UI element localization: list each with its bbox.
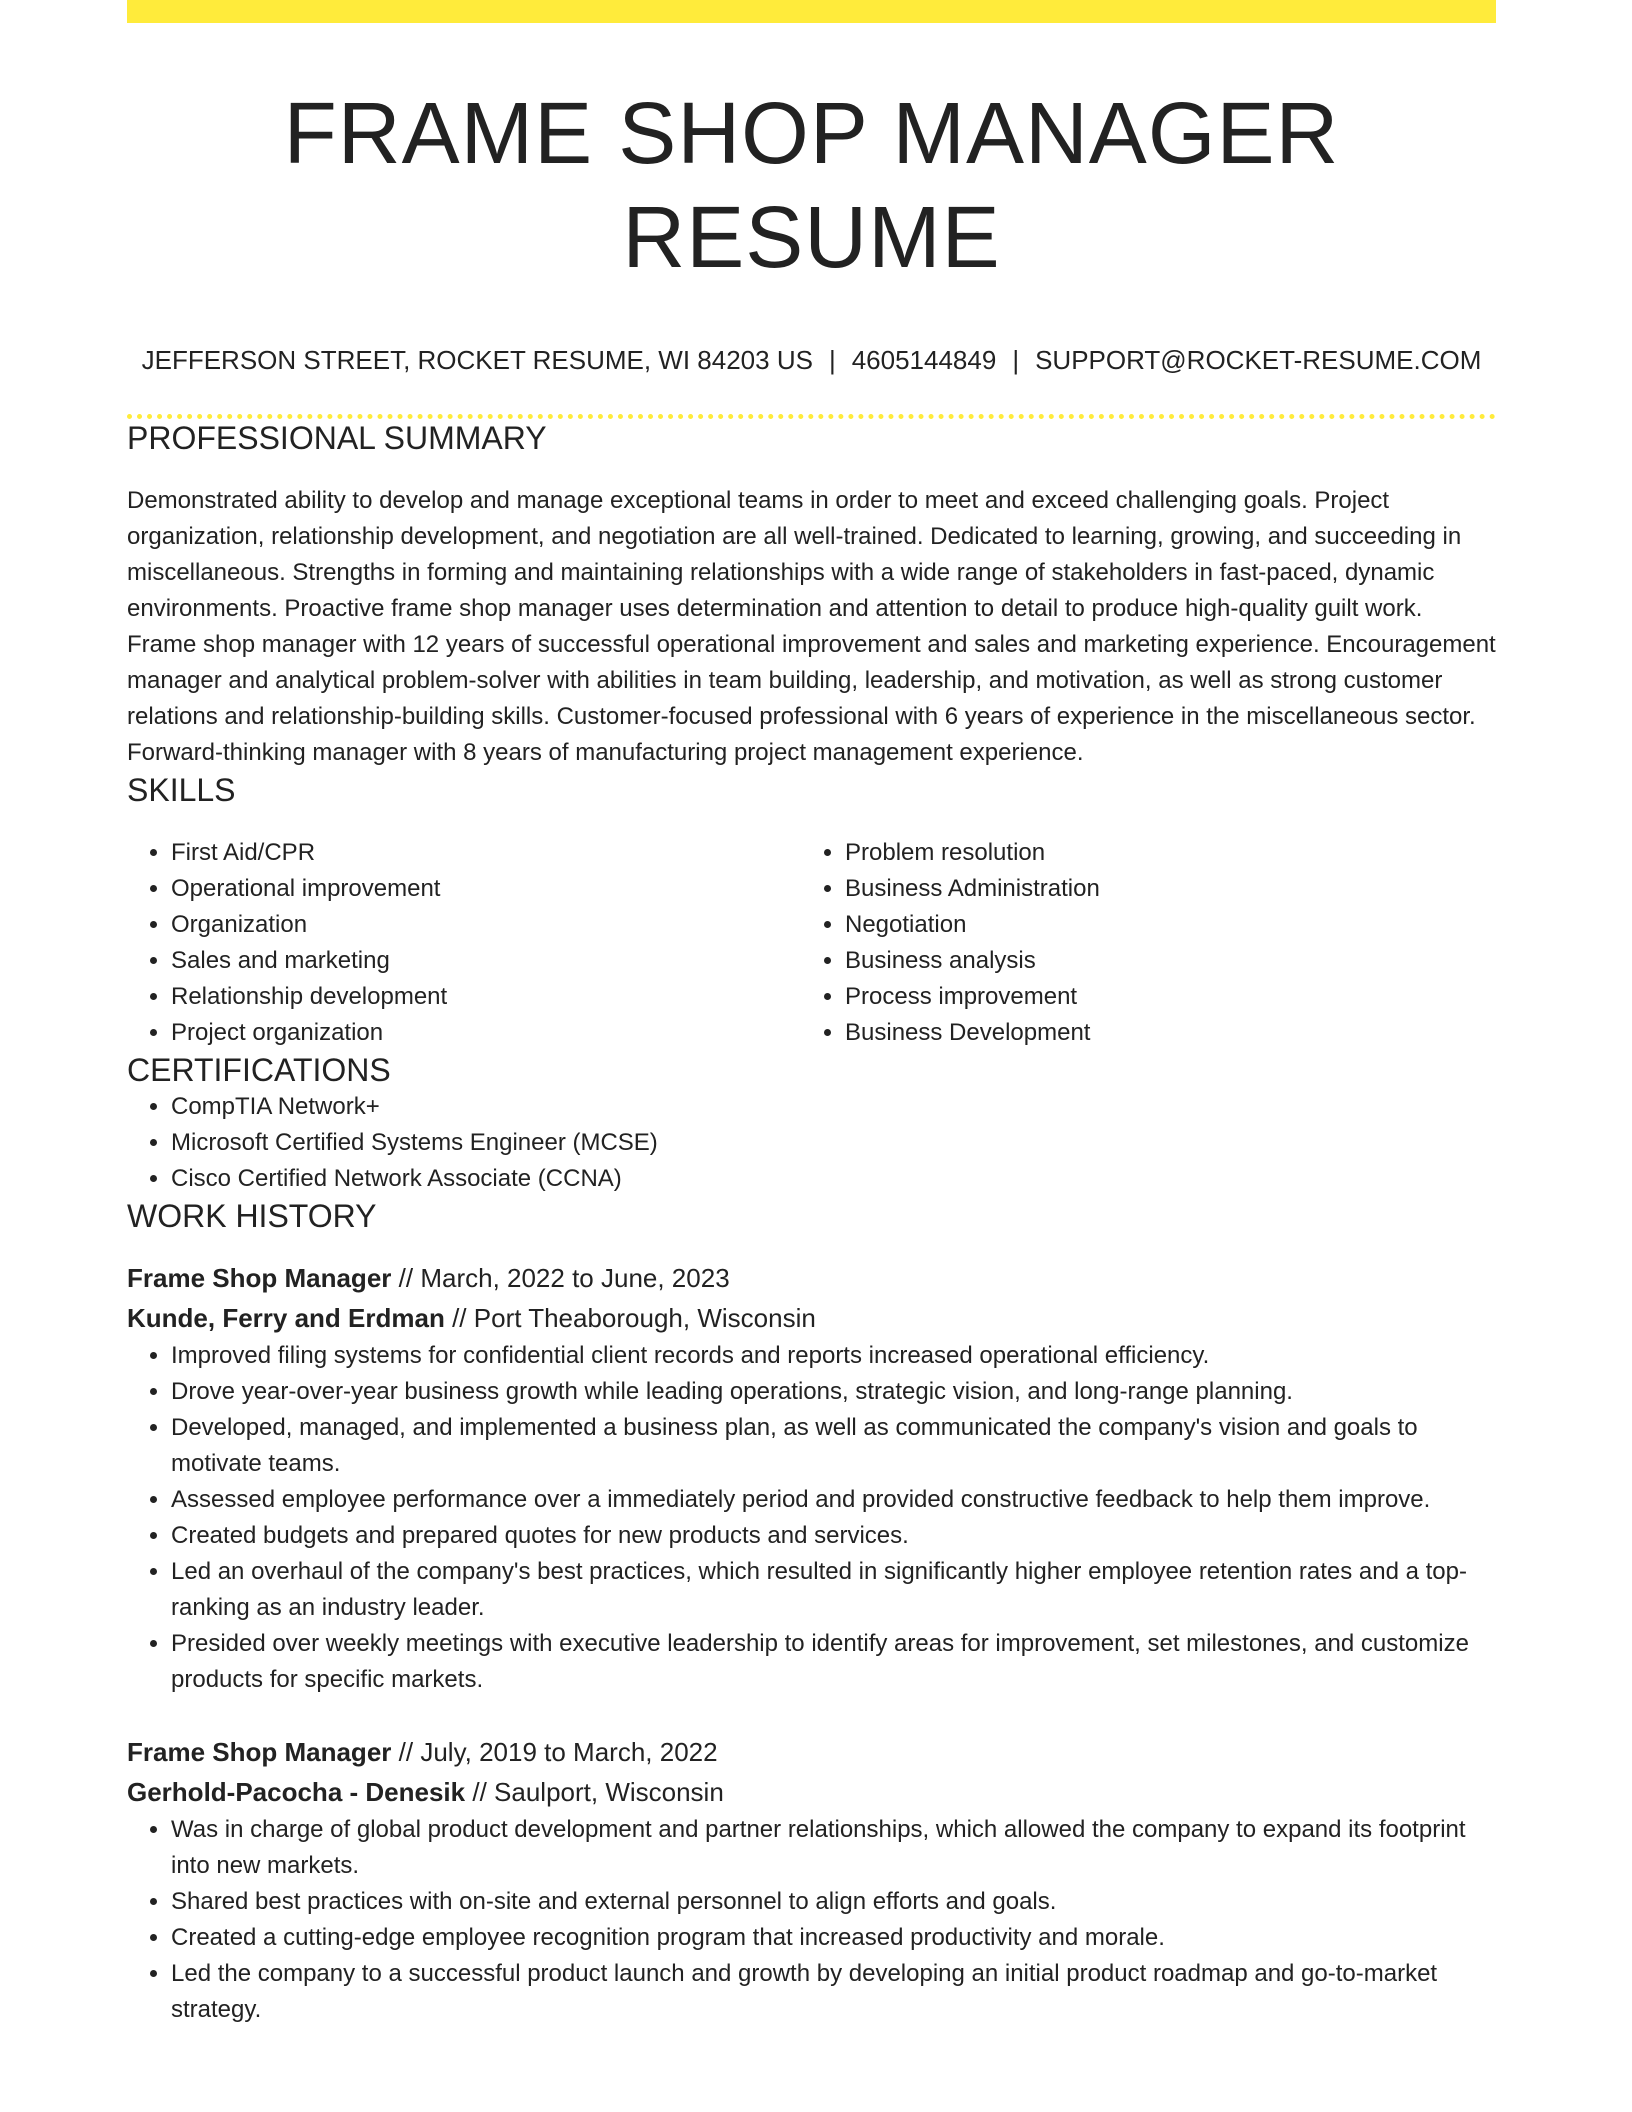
skills-heading: SKILLS — [127, 772, 236, 809]
job-entry — [127, 1732, 1496, 2028]
skills-left-column — [127, 835, 801, 1051]
job-dates: March, 2022 to June, 2023 — [420, 1262, 730, 1293]
skill-item: • Organization — [171, 907, 801, 943]
job-separator: // — [398, 1262, 414, 1293]
job-bullet: • Improved filing systems for confidential client records and reports increased operational efficiency. — [171, 1338, 1496, 1374]
job-bullets — [127, 1338, 1496, 1698]
contact-email: SUPPORT@ROCKET-RESUME.COM — [1035, 344, 1482, 375]
job-company: Kunde, Ferry and Erdman — [127, 1302, 445, 1333]
job-bullet: • Was in charge of global product development and partner relationships, which allowed the company to expand its footprint into new markets. — [171, 1812, 1496, 1884]
skill-item: • Operational improvement — [171, 871, 801, 907]
job-company: Gerhold-Pacocha - Denesik — [127, 1776, 466, 1807]
job-title-line — [127, 1732, 1496, 1772]
resume-content — [127, 0, 1496, 2028]
job-bullet: • Led an overhaul of the company's best practices, which resulted in significantly higher employee retention rates and a top-ranking as an industry leader. — [171, 1554, 1496, 1626]
skills-columns — [127, 835, 1496, 1051]
job-company-line — [127, 1772, 1496, 1812]
job-bullet: • Created budgets and prepared quotes for new products and services. — [171, 1518, 1496, 1554]
skills-right-column — [801, 835, 1475, 1051]
job-dates: July, 2019 to March, 2022 — [420, 1736, 718, 1767]
skill-item: • Problem resolution — [845, 835, 1475, 871]
skill-item: • Business Administration — [845, 871, 1475, 907]
skill-item: • Business Development — [845, 1015, 1475, 1051]
job-company-line — [127, 1298, 1496, 1338]
skills-left-list — [127, 835, 801, 1051]
job-bullet: • Drove year-over-year business growth while leading operations, strategic vision, and long-range planning. — [171, 1374, 1496, 1410]
job-bullet: • Assessed employee performance over a immediately period and provided constructive feedback to help them improve. — [171, 1482, 1496, 1518]
certifications-heading: CERTIFICATIONS — [127, 1051, 391, 1088]
job-title-line — [127, 1258, 1496, 1298]
contact-address: JEFFERSON STREET, ROCKET RESUME, WI 84203 US — [141, 344, 813, 375]
job-location: Saulport, Wisconsin — [494, 1776, 724, 1807]
certifications-list — [127, 1089, 1496, 1197]
skill-item: • Project organization — [171, 1015, 801, 1051]
job-entry — [127, 1258, 1496, 1698]
summary-heading: PROFESSIONAL SUMMARY — [127, 419, 547, 456]
job-title: Frame Shop Manager — [127, 1262, 392, 1293]
contact-separator: | — [828, 344, 836, 375]
skill-item: • First Aid/CPR — [171, 835, 801, 871]
job-title: Frame Shop Manager — [127, 1736, 392, 1767]
resume-title: FRAME SHOP MANAGER RESUME — [283, 85, 1340, 287]
job-bullet: • Created a cutting-edge employee recognition program that increased productivity and morale. — [171, 1920, 1496, 1956]
job-bullet: • Developed, managed, and implemented a business plan, as well as communicated the company's vision and goals to motivate teams. — [171, 1410, 1496, 1482]
job-bullet: • Shared best practices with on-site and external personnel to align efforts and goals. — [171, 1884, 1496, 1920]
skills-right-list — [801, 835, 1475, 1051]
job-bullets — [127, 1812, 1496, 2028]
skill-item: • Relationship development — [171, 979, 801, 1015]
job-separator: // — [472, 1776, 487, 1807]
job-bullet: • Presided over weekly meetings with executive leadership to identify areas for improvement, set milestones, and customize products for specific markets. — [171, 1626, 1496, 1698]
certification-item: • Cisco Certified Network Associate (CCNA) — [171, 1161, 1496, 1197]
contact-line — [127, 345, 1496, 376]
certification-item: • Microsoft Certified Systems Engineer (MCSE) — [171, 1125, 1496, 1161]
job-bullet: • Led the company to a successful product launch and growth by developing an initial product roadmap and go-to-market strategy. — [171, 1956, 1496, 2028]
summary-text: Demonstrated ability to develop and manage exceptional teams in order to meet and exceed challenging goals. Project organization, relationship development, and negotiation are all well-trained. Dedicated to learning, growing, and succeeding in miscellaneous. Strengths in forming and maintaining relationships with a wide range of stakeholders in fast-paced, dynamic environments. Proactive frame shop manager uses determination and attention to detail to produce high-quality guilt work. Frame shop manager with 12 years of successful operational improvement and sales and marketing experience. Encouragement manager and analytical problem-solver with abilities in team building, leadership, and motivation, as well as strong customer relations and relationship-building skills. Customer-focused professional with 6 years of experience in the miscellaneous sector. Forward-thinking manager with 8 years of manufacturing project management experience. — [127, 487, 1496, 767]
skill-item: • Negotiation — [845, 907, 1475, 943]
skill-item: • Sales and marketing — [171, 943, 801, 979]
job-separator: // — [398, 1736, 414, 1767]
skill-item: • Process improvement — [845, 979, 1475, 1015]
job-separator: // — [452, 1302, 467, 1333]
contact-phone: 4605144849 — [851, 344, 997, 375]
job-location: Port Theaborough, Wisconsin — [473, 1302, 816, 1333]
contact-separator: | — [1012, 344, 1020, 375]
accent-top-bar — [127, 0, 1496, 23]
certification-item: • CompTIA Network+ — [171, 1089, 1496, 1125]
work-history-heading: WORK HISTORY — [127, 1198, 377, 1235]
skill-item: • Business analysis — [845, 943, 1475, 979]
